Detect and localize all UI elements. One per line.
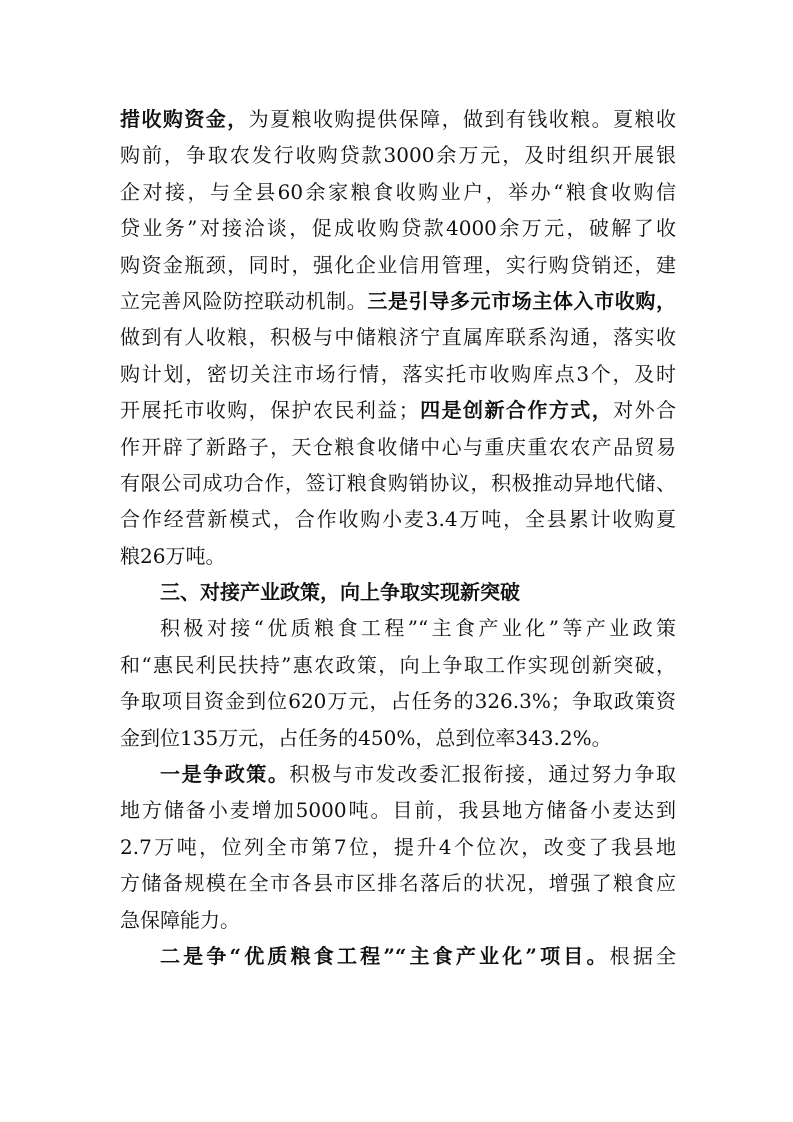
bold-phrase: 二是争“优质粮食工程”“主食产业化”项目。 [160,943,610,968]
paragraph-line: 购计划，密切关注市场行情，落实托市收购库点3个，及时 [120,361,676,386]
paragraph-line: 购资金瓶颈，同时，强化企业信用管理，实行购贷销还，建 [120,252,676,277]
paragraph-line: 2.7万吨，位列全市第7位，提升4个位次，改变了我县地 [120,834,676,859]
bold-phrase: 三是引导多元市场主体入市收购， [367,288,676,313]
paragraph-line: 作开辟了新路子，天仓粮食收储中心与重庆重农农产品贸易 [120,434,676,459]
paragraph-line [120,392,676,428]
bold-phrase: 一是争政策。 [160,762,290,787]
text-run: 为夏粮收购提供保障，做到有钱收粮。夏粮收 [248,107,676,131]
paragraph-line: 做到有人收粮，积极与中储粮济宁直属库联系沟通，落实收 [120,325,676,350]
bold-phrase: 四是创新合作方式， [418,398,614,423]
paragraph-line [120,101,676,137]
text-run: 根据全 [609,943,676,968]
paragraph-line: 方储备规模在全市各县市区排名落后的状况，增强了粮食应 [120,871,676,896]
text-run: 积极与市发改委汇报衔接，通过努力争取 [289,762,676,787]
paragraph-line: 和“惠民利民扶持”惠农政策，向上争取工作实现创新突破， [120,652,676,677]
paragraph-line: 贷业务”对接洽谈，促成收购贷款4000余万元，破解了收 [120,216,676,241]
text-run: 开展托市收购，保护农民利益； [120,398,419,423]
paragraph-line: 合作经营新模式，合作收购小麦3.4万吨，全县累计收购夏 [120,507,676,532]
paragraph-line: 购前，争取农发行收购贷款3000余万元，及时组织开展银 [120,143,676,168]
section-heading: 三、对接产业政策，向上争取实现新突破 [160,580,520,605]
text-run: 立完善风险防控联动机制。 [120,288,368,313]
bold-phrase: 措收购资金， [120,107,249,131]
paragraph-line: 有限公司成功合作，签订粮食购销协议，积极推动异地代储、 [120,470,676,495]
paragraph-line: 企对接，与全县60余家粮食收购业户，举办“粮食收购信 [120,179,676,204]
paragraph-line: 地方储备小麦增加5000吨。目前，我县地方储备小麦达到 [120,798,676,823]
document-body [120,101,676,974]
paragraph-line: 金到位135万元，占任务的450%，总到位率343.2%。 [120,725,612,750]
paragraph-line [120,938,676,974]
paragraph-line: 积极对接“优质粮食工程”“主食产业化”等产业政策 [160,616,676,641]
paragraph-line: 急保障能力。 [120,907,240,932]
paragraph-line: 粮26万吨。 [120,543,226,568]
text-run: 对外合 [613,398,676,423]
paragraph-line: 争取项目资金到位620万元，占任务的326.3%；争取政策资 [120,689,676,714]
paragraph-line [120,756,676,792]
paragraph-line [120,283,676,319]
